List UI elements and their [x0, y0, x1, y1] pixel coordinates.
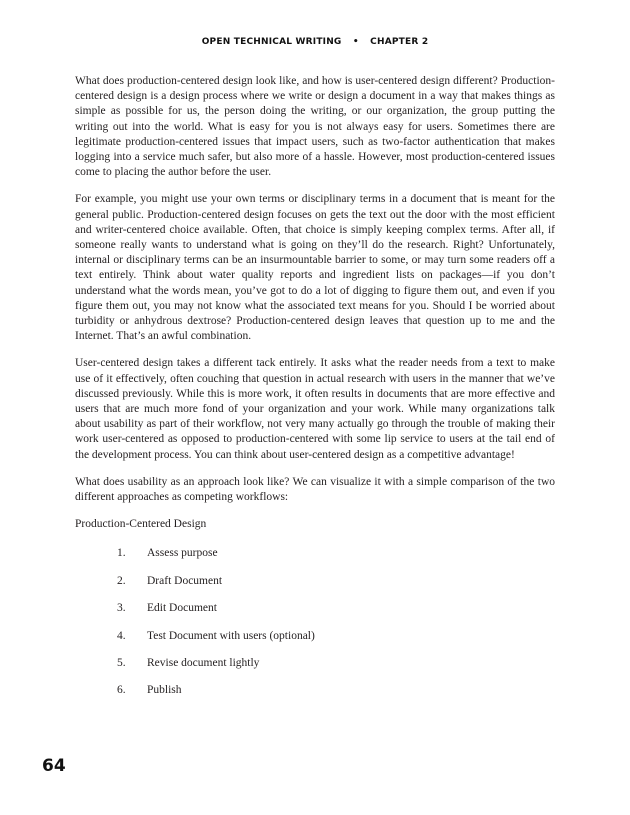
body-text	[75, 74, 555, 711]
paragraph: What does production-centered design look like, and how is user-centered design different? Production-centered design is a design process where we write or design a document in a way that makes things as simple as possible for us, the person doing the writing, or our organization, the group putting the writing out into the world. What is easy for you is not always easy for users. Sometimes there are legitimate production-centered issues that impact users, such as two-factor authentication that makes logging into a service much safer, but also more of a hassle. However, most production-centered issues come to placing the author before the user.	[75, 75, 555, 179]
list-item	[75, 683, 555, 710]
list-item-text: Edit Document	[147, 602, 217, 615]
list-item-text: Revise document lightly	[147, 657, 260, 670]
book-title: OPEN TECHNICAL WRITING	[201, 37, 342, 47]
list-item-text: Assess purpose	[147, 547, 218, 560]
chapter-label: CHAPTER 2	[370, 37, 429, 47]
list-item-number: 5.	[117, 657, 126, 670]
list-item-text: Publish	[147, 684, 182, 697]
list-item	[75, 546, 555, 573]
list-item-text: Test Document with users (optional)	[147, 629, 315, 642]
running-header	[0, 37, 630, 47]
paragraph: What does usability as an approach look like? We can visualize it with a simple comparison of the two different approaches as competing workflows:	[75, 475, 555, 504]
list-item	[75, 656, 555, 683]
list-item	[75, 601, 555, 628]
list-item	[75, 574, 555, 601]
list-item-text: Draft Document	[147, 574, 223, 587]
list-title: Production-Centered Design	[75, 518, 207, 531]
list-item-number: 6.	[117, 684, 126, 697]
list-item-number: 2.	[117, 574, 126, 587]
list-item-number: 3.	[117, 602, 126, 615]
page-number: 64	[42, 756, 66, 776]
list-item	[75, 629, 555, 656]
list-item-number: 4.	[117, 629, 126, 642]
header-separator: •	[352, 37, 359, 47]
paragraph: User-centered design takes a different tack entirely. It asks what the reader needs from a text to make use of it effectively, often couching that question in actual research with users in the manner that we’ve discussed previously. While this is more work, it often results in documents that are more effective and users that are much more fond of your organization and your work. While many organizations talk about usability as part of their workflow, not very many actually go through the trouble of making their work user-centered as opposed to production-centered with some lip service to users at the tail end of the development process. You can think about user-centered design as a competitive advantage!	[75, 357, 555, 461]
workflow-list	[75, 546, 555, 710]
paragraph: For example, you might use your own terms or disciplinary terms in a document that is meant for the general public. Production-centered design focuses on gets the text out the door with the most efficient and writer-centered choice available. Often, that choice is simply keeping complex terms. After all, if someone really wants to understand what is going on they’ll do the research. Right? Unfortunately, internal or disciplinary terms can be an insurmountable barrier to some, or may turn some readers off a text entirely. Think about water quality reports and ingredient lists on packages—if you don’t understand what the words mean, you’ve got to do a lot of digging to figure them out, and even if you figure them out, you may not know what the associated text means for you. Should I be worried about turbidity or anhydrous dextrose? Production-centered design leaves that question up to me and the Internet. That’s an awful combination.	[75, 193, 555, 343]
list-item-number: 1.	[117, 547, 126, 560]
